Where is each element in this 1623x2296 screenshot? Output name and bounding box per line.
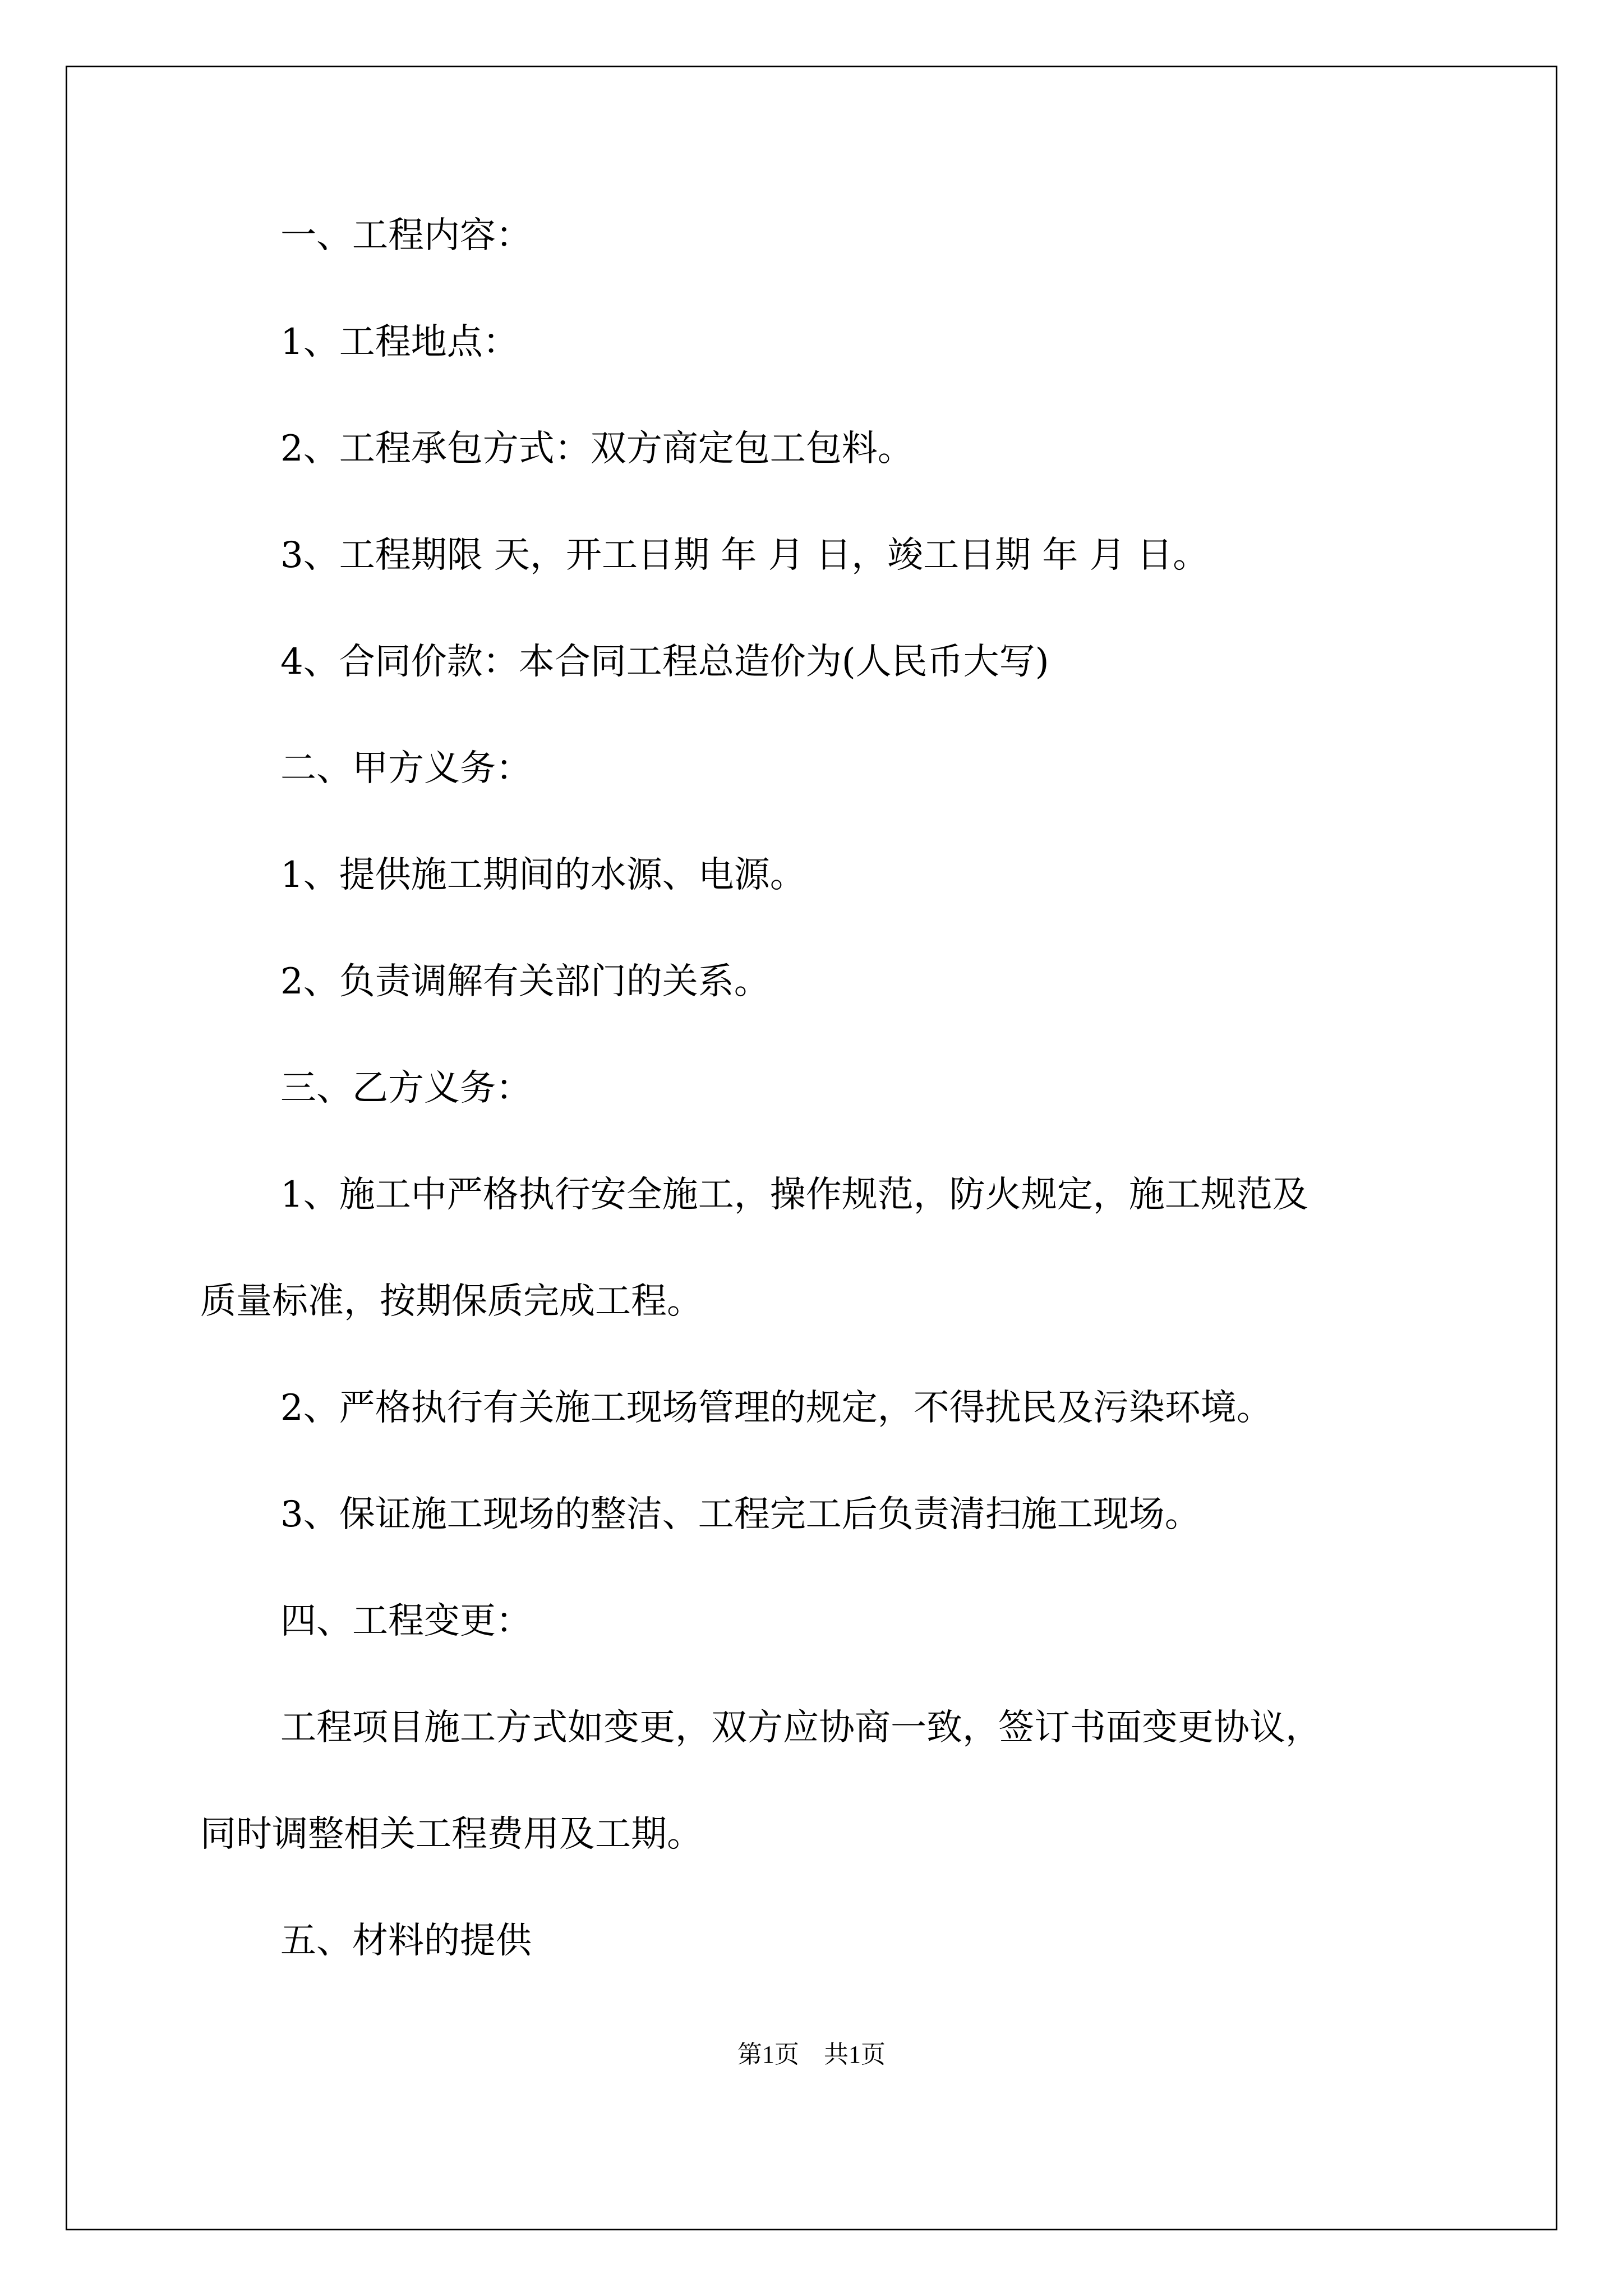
paragraph-line: 3、保证施工现场的整洁、工程完工后负责清扫施工现场。 [280,1494,1201,1535]
paragraph-line: 1、提供施工期间的水源、电源。 [280,854,806,896]
section-heading-2: 二、甲方义务： [280,748,532,789]
paragraph-line: 2、工程承包方式：双方商定包工包料。 [280,428,914,470]
paragraph-line: 1、施工中严格执行安全施工，操作规范，防火规定，施工规范及 [280,1174,1308,1216]
paragraph-line: 同时调整相关工程费用及工期。 [200,1814,703,1855]
paragraph-line: 2、负责调解有关部门的关系。 [280,961,770,1002]
page-footer [0,2039,1623,2070]
paragraph-line: 质量标准，按期保质完成工程。 [200,1281,703,1322]
paragraph-line: 1、工程地点： [280,321,519,363]
paragraph-line: 工程项目施工方式如变更，双方应协商一致，签订书面变更协议， [280,1707,1321,1749]
paragraph-line: 2、严格执行有关施工现场管理的规定，不得扰民及污染环境。 [280,1387,1272,1429]
section-heading-3: 三、乙方义务： [280,1068,532,1109]
paragraph-line: 3、工程期限 天，开工日期 年 月 日，竣工日期 年 月 日。 [280,535,1209,576]
section-heading-1: 一、工程内容： [280,215,532,256]
section-heading-4: 四、工程变更： [280,1600,532,1642]
paragraph-line: 4、合同价款：本合同工程总造价为(人民币大写) [280,641,1049,683]
page-frame [66,66,1557,2230]
section-heading-5: 五、材料的提供 [280,1920,532,1962]
page-number-label: 第1页 共1页 [737,2041,886,2068]
